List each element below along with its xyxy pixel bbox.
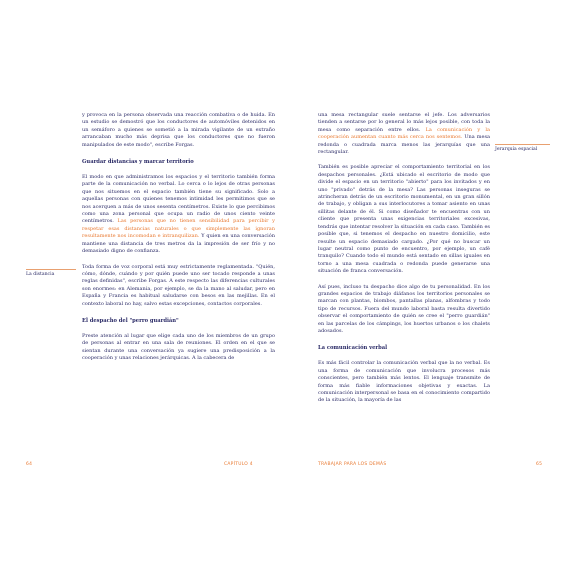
left-heading-watchdog: El despacho del "perro guardián" [82, 317, 179, 324]
right-paragraph-2: También es posible apreciar el comportamiento territorial en los despachos personales. ¿Está ubicado el escritorio de modo que divide el espacio en un territorio "abierto" para los invitados y en uno "privado" detrás de la mesa? Las personas inseguras se atrincheran detrás de un escritorio monumental, en un gran sillón de trabajo, y obligan a sus interlocutores a tomar asiento en unas sillitas delante de él. Si como diseñador te encuentras con un cliente que presenta unas exigencias territoriales excesivas, tendrás que intentar resolver la situación en cada caso. También es posible que, si tenemos el despacho en nuestro domicilio, este resulte un espacio demasiado cargado. ¿Por qué no buscar un lugar neutral como punto de encuentro, por ejemplo, un café tranquilo? Cuando todo el mundo está sentado en sillas iguales en torno a una mesa cuadrada o redonda puede generarse una situación de franca conversación. [318, 164, 490, 275]
right-paragraph-3: Así pues, incluso tu despacho dice algo de tu personalidad. En los grandes espacios de trabajo diáfanos los territorios personales se marcan con plantas, biombos, pantallas planas, alfombras y todo tipo de recursos. Fuera del mundo laboral basta resulta divertido observar el comportamiento de quién se cree el "perro guardián" en las parcelas de los cámpings, los huertos urbanos o los chalets adosados. [318, 283, 490, 334]
left-paragraph-2 [82, 174, 275, 255]
right-p1-text-end: Una mesa redonda o cuadrada marca menos las jerarquías que una rectangular. [318, 134, 490, 156]
left-text-column [82, 112, 275, 371]
left-p2-text: El modo en que administramos los espacios y el territorio también forma parte de la comunicación no verbal. Lo cerca o lo lejos de otras personas que nos situemos en el espacio también tiene su significado. Solo a aquellas personas con quienes tenemos intimidad les permitimos que se nos acerquen a más de unos sesenta centímetros. Existe lo que percibimos como una zona personal que ocupa un radio de unos ciento veinte centímetros. [82, 174, 275, 225]
right-p1-text: una mesa rectangular suele sentarse el jefe. Los adversarios tienden a sentarse por lo general lo más lejos posible, con toda la mesa como separación entre ellos. [318, 112, 490, 133]
left-margin-note: La distancia [26, 269, 76, 277]
left-paragraph-3: Toda forma de voz corporal está muy estrictamente reglamentada. "Quién, cómo, dónde, cuándo y por quién puede uno ser tocado responde a unas reglas definidas", escribe Forgas. A este respecto las diferencias culturales son enormes: en Alemania, por ejemplo, se da la mano al saludar, pero en España y Francia es habitual saludarse con besos en las mejillas. En el contexto laboral no hay, salvo estas excepciones, contactos corporales. [82, 263, 275, 307]
left-p2-text-end: Y quien en una conversación mantiene una distancia de tres metros da la impresión de ser frío y no demasiado digno de confianza. [82, 233, 275, 255]
right-heading-verbal: La comunicación verbal [318, 345, 388, 352]
right-text-column [318, 112, 490, 413]
right-paragraph-4: Es más fácil controlar la comunicación verbal que la no verbal. Es una forma de comunicación que involucra procesos más conscientes, pero también más lentos. El lenguaje transmite de forma más fiable informaciones objetivas y exactas. La comunicación interpersonal se basa en el conocimiento compartido de la situación, la mayoría de las [318, 360, 490, 404]
right-margin-note: Jerarquía espacial [495, 144, 550, 152]
left-p2-highlight: Las personas que no tienen sensibilidad para percibir y respetar esas distancias naturales o que simplemente las ignoran resultamente nos incomodan e intranquilizan. [82, 218, 276, 240]
right-page [285, 0, 570, 570]
left-heading-distances: Guardar distancias y marcar territorio [82, 159, 194, 166]
left-page-number: 64 [26, 462, 33, 467]
right-page-number: 65 [536, 462, 543, 467]
left-paragraph-4: Preste atención al lugar que elige cada uno de los miembros de un grupo de personas al entrar en una sala de reuniones. El orden en el que se sientan durante una conversación ya sugiere una predisposición a la cooperación y unas relaciones jerárquicas. A la cabecera de [82, 332, 275, 362]
right-p1-highlight: La comunicación y la cooperación aumentan cuanto más cerca nos sentemos. [318, 126, 490, 141]
right-running-title: TRABAJAR PARA LOS DEMÁS [318, 462, 387, 467]
left-paragraph-1: y provoca en la persona observada una reacción combativa o de huida. En un estudio se demostró que los conductores de automóviles detenidos en un semáforo a quienes se sometió a la mirada vigilante de un extraño arrancaban mucho más deprisa que los conductores que no fueron manipulados de este modo", escribe Forgas. [82, 112, 275, 148]
left-running-title: CAPÍTULO 4 [224, 462, 253, 467]
right-paragraph-1 [318, 112, 490, 156]
